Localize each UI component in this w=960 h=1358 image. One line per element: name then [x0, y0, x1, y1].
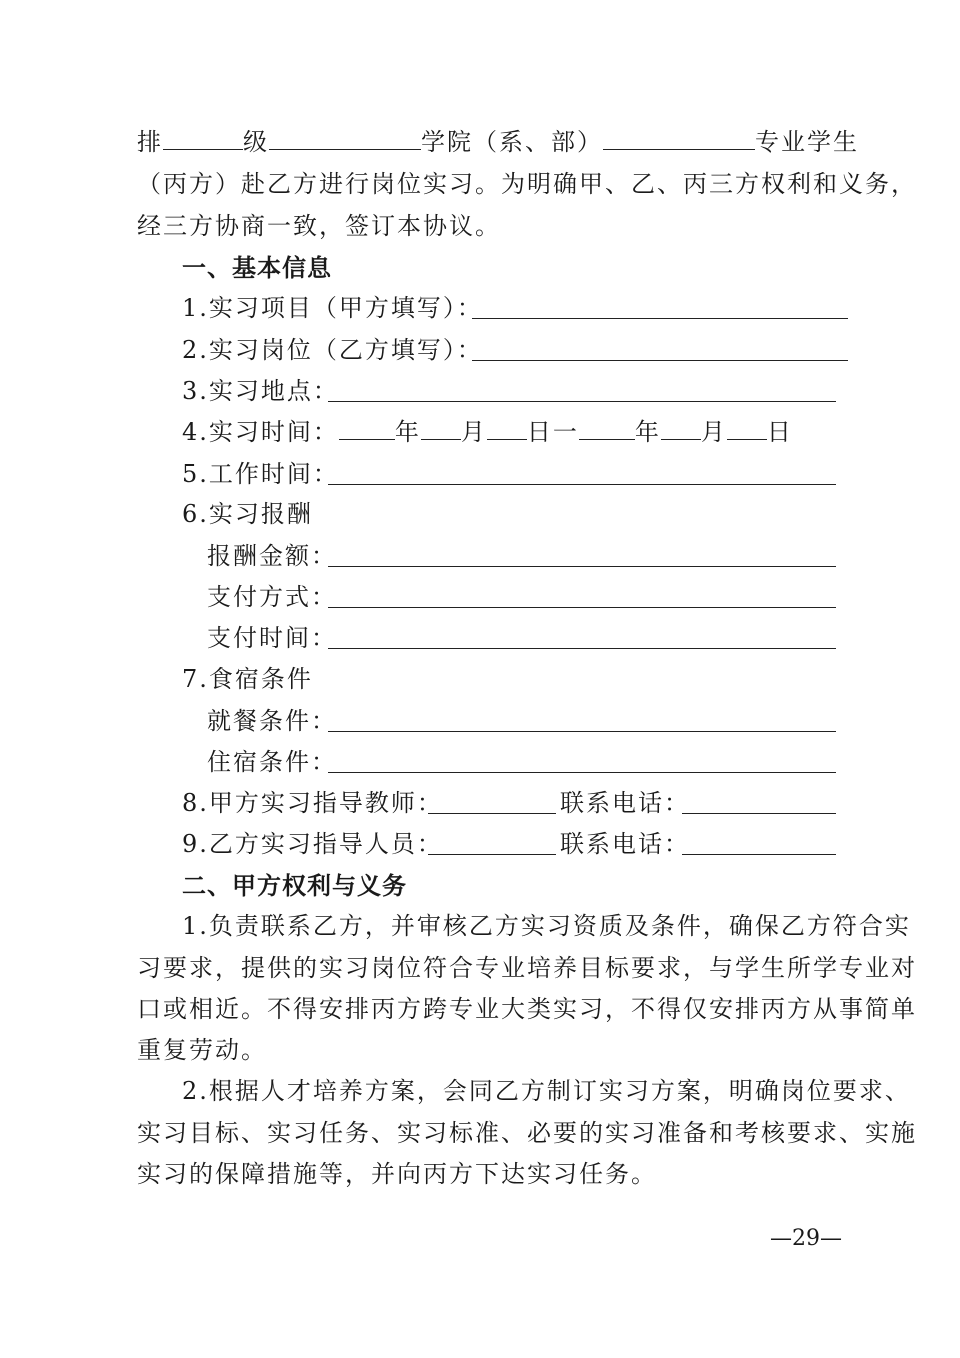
date-year-1: 年: [394, 418, 421, 446]
intro-text-ji: 级: [243, 128, 269, 156]
intro-line-2: （丙方）赴乙方进行岗位实习。为明确甲、乙、丙三方权利和义务，: [137, 170, 917, 198]
blank-item-3[interactable]: [328, 379, 836, 402]
intro-line-1: [137, 126, 859, 158]
blank-grade[interactable]: [163, 127, 243, 150]
item-1-label: 1.实习项目（甲方填写）：: [182, 294, 483, 322]
item-4-label: 4.实习时间：: [182, 418, 339, 446]
blank-item-5[interactable]: [328, 462, 836, 485]
blank-start-month[interactable]: [421, 417, 461, 440]
blank-end-month[interactable]: [661, 417, 701, 440]
intro-text-major: 专业学生: [755, 128, 859, 156]
paragraph-1-line-3: 口或相近。不得安排丙方跨专业大类实习，不得仅安排丙方从事简单: [137, 995, 917, 1023]
item-4-line: [182, 416, 793, 448]
blank-item-2[interactable]: [472, 338, 848, 361]
item-7a-label: 就餐条件：: [207, 707, 337, 735]
item-6c-label: 支付时间：: [207, 624, 337, 652]
item-8-label: 8.甲方实习指导教师：: [182, 789, 443, 817]
date-day-dash: 日一: [526, 418, 579, 446]
item-3-label: 3.实习地点：: [182, 377, 339, 405]
blank-mentor-phone[interactable]: [682, 832, 836, 855]
blank-major[interactable]: [603, 127, 755, 150]
item-6b-label: 支付方式：: [207, 583, 337, 611]
paragraph-1-line-2: 习要求，提供的实习岗位符合专业培养目标要求，与学生所学专业对: [137, 954, 917, 982]
blank-college[interactable]: [269, 127, 421, 150]
blank-start-year[interactable]: [339, 417, 395, 440]
blank-item-6c[interactable]: [328, 626, 836, 649]
blank-item-6b[interactable]: [328, 585, 836, 608]
date-year-2: 年: [634, 418, 661, 446]
item-2-label: 2.实习岗位（乙方填写）：: [182, 336, 483, 364]
date-day-2: 日: [766, 418, 793, 446]
blank-item-7b[interactable]: [328, 750, 836, 773]
blank-end-year[interactable]: [579, 417, 635, 440]
paragraph-2-line-3: 实习的保障措施等，并向丙方下达实习任务。: [137, 1160, 657, 1188]
paragraph-1-line-4: 重复劳动。: [137, 1036, 267, 1064]
blank-teacher-phone[interactable]: [682, 791, 836, 814]
blank-mentor-name[interactable]: [428, 832, 556, 855]
item-6a-label: 报酬金额：: [207, 542, 337, 570]
item-5-label: 5.工作时间：: [182, 460, 339, 488]
section-1-heading: 一、基本信息: [182, 254, 332, 282]
blank-item-7a[interactable]: [328, 709, 836, 732]
item-9-phone-label: 联系电话：: [560, 830, 690, 858]
paragraph-2-line-1: 2.根据人才培养方案，会同乙方制订实习方案，明确岗位要求、: [182, 1077, 911, 1105]
blank-teacher-name[interactable]: [428, 791, 556, 814]
item-7-label: 7.食宿条件: [182, 665, 313, 693]
blank-item-6a[interactable]: [328, 544, 836, 567]
paragraph-1-line-1: 1.负责联系乙方，并审核乙方实习资质及条件，确保乙方符合实: [182, 912, 911, 940]
page-number: —29—: [770, 1226, 842, 1251]
intro-line-3: 经三方协商一致，签订本协议。: [137, 212, 501, 240]
item-9-label: 9.乙方实习指导人员：: [182, 830, 443, 858]
paragraph-2-line-2: 实习目标、实习任务、实习标准、必要的实习准备和考核要求、实施: [137, 1119, 917, 1147]
item-6-label: 6.实习报酬: [182, 500, 313, 528]
date-month-1: 月: [460, 418, 487, 446]
intro-text-college: 学院（系、部）: [421, 128, 603, 156]
date-month-2: 月: [700, 418, 727, 446]
blank-start-day[interactable]: [487, 417, 527, 440]
item-8-phone-label: 联系电话：: [560, 789, 690, 817]
blank-end-day[interactable]: [727, 417, 767, 440]
item-7b-label: 住宿条件：: [207, 748, 337, 776]
blank-item-1[interactable]: [472, 296, 848, 319]
section-2-heading: 二、甲方权利与义务: [182, 872, 407, 900]
intro-text-pai: 排: [137, 128, 163, 156]
